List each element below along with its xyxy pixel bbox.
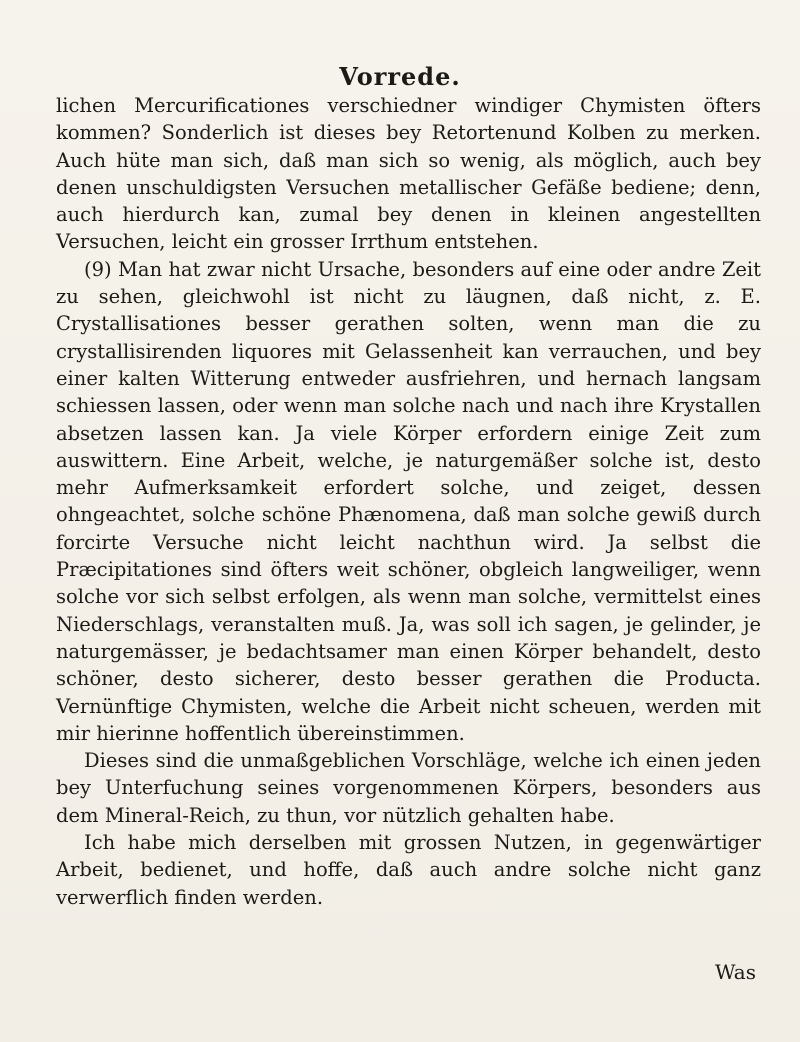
paragraph-continuation: lichen Mercurificationes verschiedner windiger Chymisten öfters kommen? Sonderlich ist dieses bey Retortenund Kolben zu merken. Auch hüte man sich, daß man sich so wenig, als möglich, auch bey denen unschuldigsten Versuchen metallischer Gefäße bediene; denn, auch hierdurch kan, zumal bey denen in kleinen angestellten Versuchen, leicht ein grosser Irrthum entstehen. [56,94,761,254]
catchword: Was [714,960,756,984]
running-head: Vorrede. [339,62,461,91]
paragraph-closing: Ich habe mich derselben mit grossen Nutzen, in gegenwärtiger Arbeit, bedienet, und hoffe, daß auch andre solche nicht ganz verwerflich finden werden. [56,831,761,909]
paragraph-proposals: Dieses sind die unmaßgeblichen Vorschläge, welche ich einen jeden bey Unterfuchung seines vorgenommenen Körpers, besonders aus dem Mineral-Reich, zu thun, vor nützlich gehalten habe. [56,749,761,827]
paragraph-9: (9) Man hat zwar nicht Ursache, besonders auf eine oder andre Zeit zu sehen, gleichwohl ist nicht zu läugnen, daß nicht, z. E. Crystallisationes besser gerathen solten, wenn man die zu crystallisirenden liquores mit Gelassenheit kan verrauchen, und bey einer kalten Witterung entweder ausfriehren, und hernach langsam schiessen lassen, oder wenn man solche nach und nach ihre Krystallen absetzen lassen kan. Ja viele Körper erfordern einige Zeit zum auswittern. Eine Arbeit, welche, je naturgemäßer solche ist, desto mehr Aufmerksamkeit erfordert solche, und zeiget, dessen ohngeachtet, solche schöne Phænomena, daß man solche gewiß durch forcirte Versuche nicht leicht nachthun wird. Ja selbst die Præcipitationes sind öfters weit schöner, obgleich langweiliger, wenn solche vor sich selbst erfolgen, als wenn man solche, vermittelst eines Niederschlags, veranstalten muß. Ja, was soll ich sagen, je gelinder, je naturgemässer, je bedachtsamer man einen Körper behandelt, desto schöner, desto sicherer, desto besser gerathen die Producta. Vernünftige Chymisten, welche die Arbeit nicht scheuen, werden mit mir hierinne hoffentlich übereinstimmen. [56,257,761,745]
body-text [56,92,761,911]
